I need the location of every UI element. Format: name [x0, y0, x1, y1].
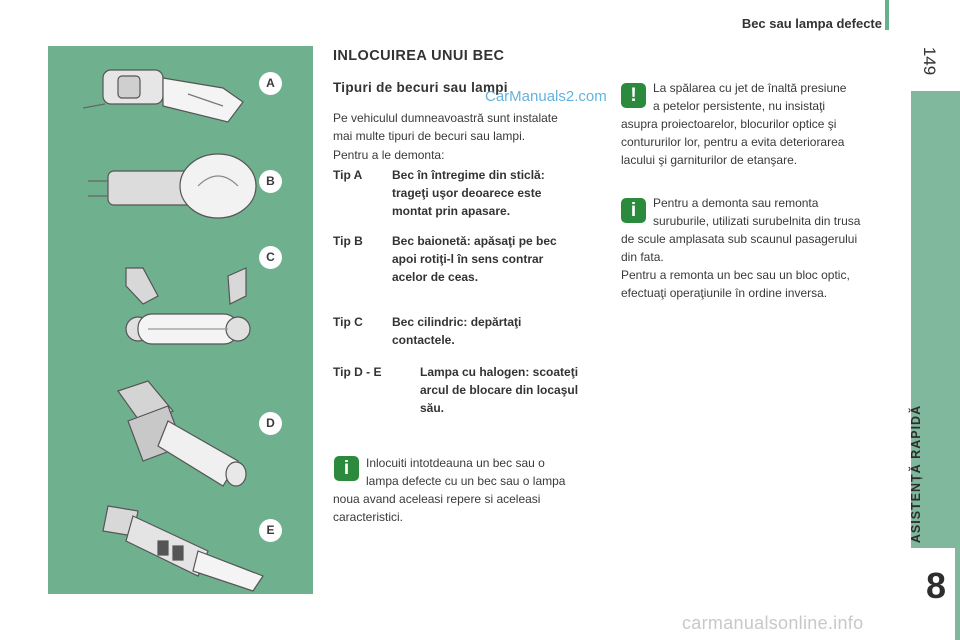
info-right-line-1: Pentru a demonta sau remonta — [653, 196, 819, 210]
chapter-number: 8 — [925, 565, 947, 606]
info-right-line-3: de scule amplasata sub scaunul pasagerului — [621, 232, 858, 246]
chapter-bottom-bar — [955, 548, 960, 640]
info-note-line-3: noua avand aceleasi repere si aceleasi — [333, 492, 541, 506]
tip-de-label: Tip D - E — [333, 365, 382, 379]
bulb-b-drawing — [88, 154, 256, 218]
bulb-types-illustration — [48, 46, 313, 594]
tip-b-label: Tip B — [333, 234, 363, 248]
section-subheading: Tipuri de becuri sau lampi — [333, 80, 508, 95]
info-note-line-1: Inlocuiti intotdeauna un bec sau o — [366, 456, 545, 470]
bulb-e-drawing — [103, 506, 263, 591]
watermark-text: CarManuals2.com — [485, 88, 607, 105]
tip-b-line-3: acelor de ceas. — [392, 270, 479, 284]
bulb-drawings — [48, 46, 313, 594]
section-title: Bec sau lampa defecte — [741, 16, 882, 31]
warning-line-5: lacului şi garniturilor de etanşare. — [621, 153, 798, 167]
tip-a-label: Tip A — [333, 168, 363, 182]
intro-line-3: Pentru a le demonta: — [333, 148, 445, 162]
info-icon: i — [334, 456, 359, 481]
warning-line-4: contururilor lor, pentru a evita deteriorarea — [621, 135, 845, 149]
intro-line-1: Pe vehiculul dumneavoastră sunt instalate — [333, 111, 558, 125]
tip-c-line-1: Bec cilindric: depărtaţi — [392, 315, 522, 329]
bulb-label-a: A — [259, 72, 282, 95]
header-accent-bar — [885, 0, 889, 30]
info-note-line-4: caracteristici. — [333, 510, 404, 524]
warning-line-2: a petelor persistente, nu insistaţi — [653, 99, 826, 113]
bulb-label-d: D — [259, 412, 282, 435]
bulb-c-drawing — [126, 268, 250, 344]
tip-de-line-1: Lampa cu halogen: scoateţi — [420, 365, 579, 379]
warning-icon: ! — [621, 83, 646, 108]
page-number: 149 — [920, 46, 939, 76]
intro-line-2: mai multe tipuri de becuri sau lampi. — [333, 129, 526, 143]
tip-de-line-3: său. — [420, 401, 445, 415]
page-heading: INLOCUIREA UNUI BEC — [333, 48, 505, 64]
bulb-label-e: E — [259, 519, 282, 542]
tip-de-line-2: arcul de blocare din locaşul — [420, 383, 579, 397]
tip-a-line-1: Bec în întregime din sticlă: — [392, 168, 545, 182]
remount-line-2: efectuaţi operaţiunile în ordine inversa. — [621, 286, 828, 300]
info-right-line-4: din fata. — [621, 250, 664, 264]
tip-b-line-1: Bec baionetă: apăsaţi pe bec — [392, 234, 557, 248]
warning-line-3: asupra proiectoarelor, blocurilor optice şi — [621, 117, 837, 131]
bulb-label-b: B — [259, 170, 282, 193]
tip-c-line-2: contactele. — [392, 333, 455, 347]
tip-b-line-2: apoi rotiţi-l în sens contrar — [392, 252, 544, 266]
bulb-d-drawing — [118, 381, 246, 486]
tip-c-label: Tip C — [333, 315, 363, 329]
info-note-line-2: lampa defecte cu un bec sau o lampa — [366, 474, 566, 488]
warning-line-1: La spălarea cu jet de înaltă presiune — [653, 81, 847, 95]
info-right-line-2: suruburile, utilizati surubelnita din trusa — [653, 214, 861, 228]
bulb-a-drawing — [83, 70, 243, 122]
bulb-label-c: C — [259, 246, 282, 269]
info-icon-right: i — [621, 198, 646, 223]
tip-a-line-2: trageţi uşor deoarece este — [392, 186, 542, 200]
tip-a-line-3: montat prin apasare. — [392, 204, 511, 218]
footer-watermark: carmanualsonline.info — [682, 613, 864, 633]
chapter-label: ASISTENȚĂ RAPIDĂ — [909, 404, 923, 544]
remount-line-1: Pentru a remonta un bec sau un bloc optic, — [621, 268, 850, 282]
